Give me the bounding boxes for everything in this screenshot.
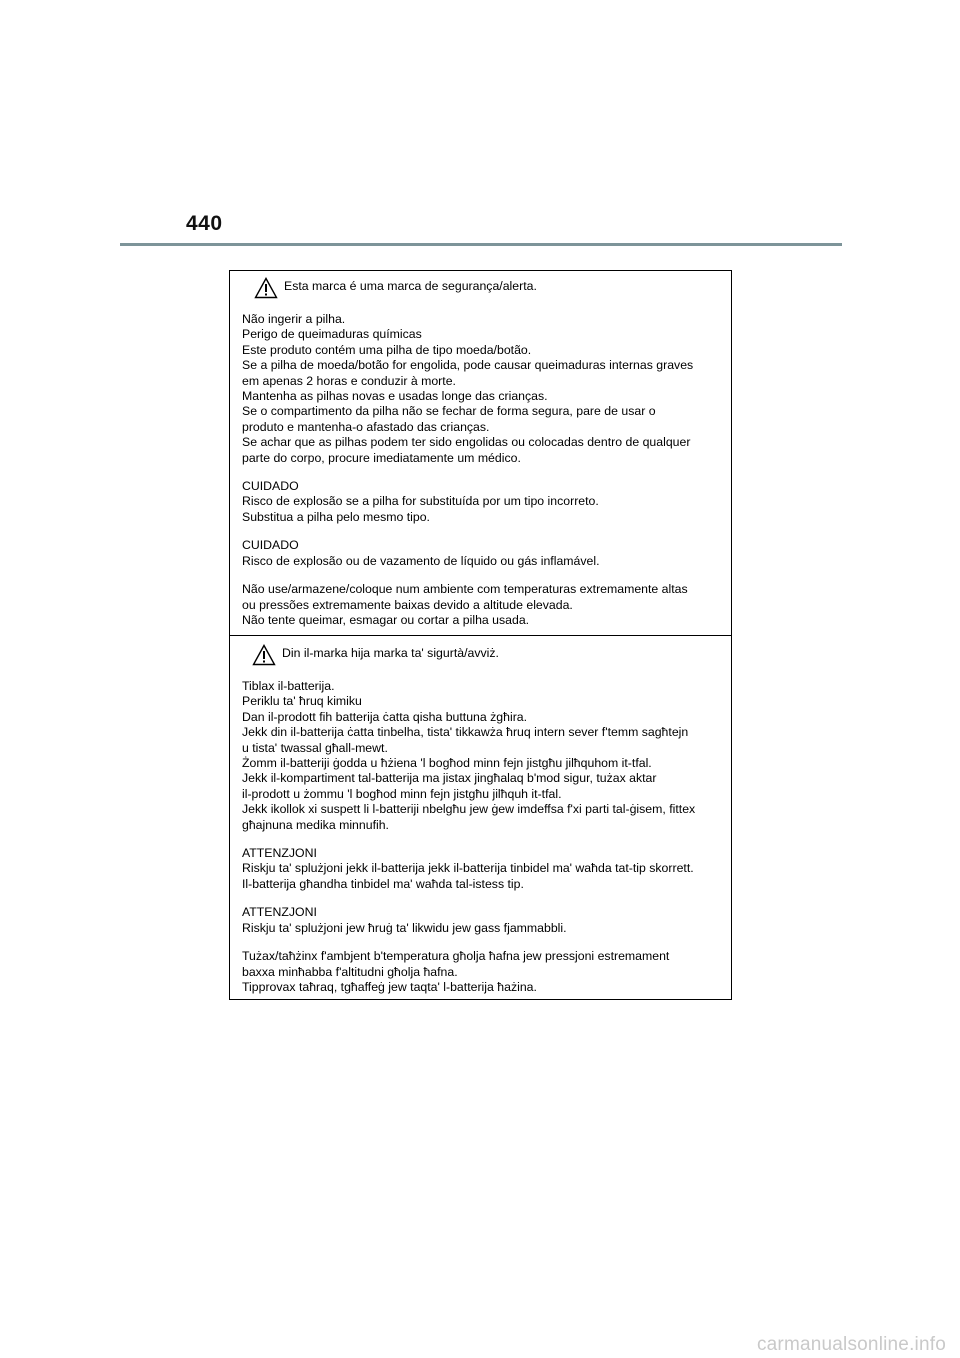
warning-header [242, 644, 721, 666]
text-line: produto e mantenha-o afastado das crianças. [242, 419, 490, 434]
text-line: ATTENZJONI [242, 846, 317, 861]
warning-header-text: Din il-marka hija marka ta' sigurtà/avviż. [282, 646, 499, 660]
environment-paragraph [242, 949, 721, 995]
warning-header [242, 277, 721, 299]
warning-triangle-icon [254, 277, 278, 299]
warning-paragraph [242, 312, 721, 466]
text-line: Não ingerir a pilha. [242, 312, 346, 326]
text-line: Jekk ikollok xi suspett li l-batteriji nbelgħu jew ġew imdeffsa f'xi parti tal-ġisem, fittex [242, 802, 696, 817]
text-line: għajnuna medika minnufih. [242, 817, 389, 832]
page-number: 440 [186, 212, 223, 235]
environment-paragraph [242, 582, 721, 628]
caution-paragraph [242, 905, 721, 936]
site-watermark: carmanualsonline.info [756, 1334, 946, 1355]
text-line: Dan il-prodott fih batterija ċatta qisha buttuna żgħira. [242, 709, 528, 724]
text-line: Mantenha as pilhas novas e usadas longe das crianças. [242, 389, 548, 404]
text-line: Este produto contém uma pilha de tipo moeda/botão. [242, 342, 532, 357]
text-line: il-prodott u żommu 'l bogħod minn fejn jistgħu jilħquh it-tfal. [242, 786, 562, 801]
text-line: Il-batterija għandha tinbidel ma' waħda tal-istess tip. [242, 876, 524, 891]
text-line: Tużax/taħżinx f'ambjent b'temperatura għolja ħafna jew pressjoni estremament [242, 949, 670, 964]
text-line: Jekk din il-batterija ċatta tinbelha, tista' tikkawża ħruq intern sever f'temm sagħtejn [242, 725, 689, 740]
text-line: Risco de explosão ou de vazamento de líquido ou gás inflamável. [242, 553, 600, 568]
text-line: Tiblax il-batterija. [242, 679, 335, 693]
text-line: baxxa minħabba f'altitudni għolja ħafna. [242, 964, 458, 979]
text-line: Não use/armazene/coloque num ambiente com temperaturas extremamente altas [242, 582, 688, 597]
text-line: em apenas 2 horas e conduzir à morte. [242, 373, 456, 388]
text-line: Não tente queimar, esmagar ou cortar a pilha usada. [242, 612, 530, 627]
text-line: ATTENZJONI [242, 905, 317, 920]
text-line: Periklu ta' ħruq kimiku [242, 694, 362, 709]
text-line: parte do corpo, procure imediatamente um médico. [242, 450, 521, 465]
text-line: CUIDADO [242, 538, 299, 553]
text-line: Se achar que as pilhas podem ter sido engolidas ou colocadas dentro de qualquer [242, 435, 691, 450]
caution-paragraph [242, 846, 721, 892]
caution-paragraph [242, 479, 721, 525]
caution-paragraph [242, 538, 721, 569]
text-line: Tipprovax taħraq, tgħaffeġ jew taqta' l-batterija ħażina. [242, 979, 537, 994]
text-line: Perigo de queimaduras químicas [242, 327, 422, 342]
text-line: Żomm il-batteriji ġodda u ħżiena 'l bogħod minn fejn jistgħu jilħquhom it-tfal. [242, 756, 652, 771]
warning-section-portuguese [230, 271, 731, 636]
warning-paragraph [242, 679, 721, 833]
text-line: Riskju ta' splużjoni jekk il-batterija jekk il-batterija tinbidel ma' waħda tat-tip skorrett. [242, 861, 694, 876]
warning-section-maltese [230, 636, 731, 999]
text-line: Se o compartimento da pilha não se fechar de forma segura, pare de usar o [242, 404, 656, 419]
text-line: CUIDADO [242, 479, 299, 494]
text-line: Se a pilha de moeda/botão for engolida, pode causar queimaduras internas graves [242, 358, 694, 373]
warning-header-text: Esta marca é uma marca de segurança/alerta. [284, 279, 537, 293]
text-line: Riskju ta' splużjoni jew ħruġ ta' likwidu jew gass fjammabbli. [242, 920, 567, 935]
warning-triangle-icon [252, 644, 276, 666]
text-line: Risco de explosão se a pilha for substituída por um tipo incorreto. [242, 494, 599, 509]
text-line: Jekk il-kompartiment tal-batterija ma jistax jingħalaq b'mod sigur, tużax aktar [242, 771, 657, 786]
text-line: Substitua a pilha pelo mesmo tipo. [242, 509, 430, 524]
text-line: ou pressões extremamente baixas devido a altitude elevada. [242, 597, 573, 612]
text-line: u tista' twassal għall-mewt. [242, 740, 388, 755]
header-divider [120, 243, 842, 246]
battery-warning-box [229, 270, 732, 1000]
